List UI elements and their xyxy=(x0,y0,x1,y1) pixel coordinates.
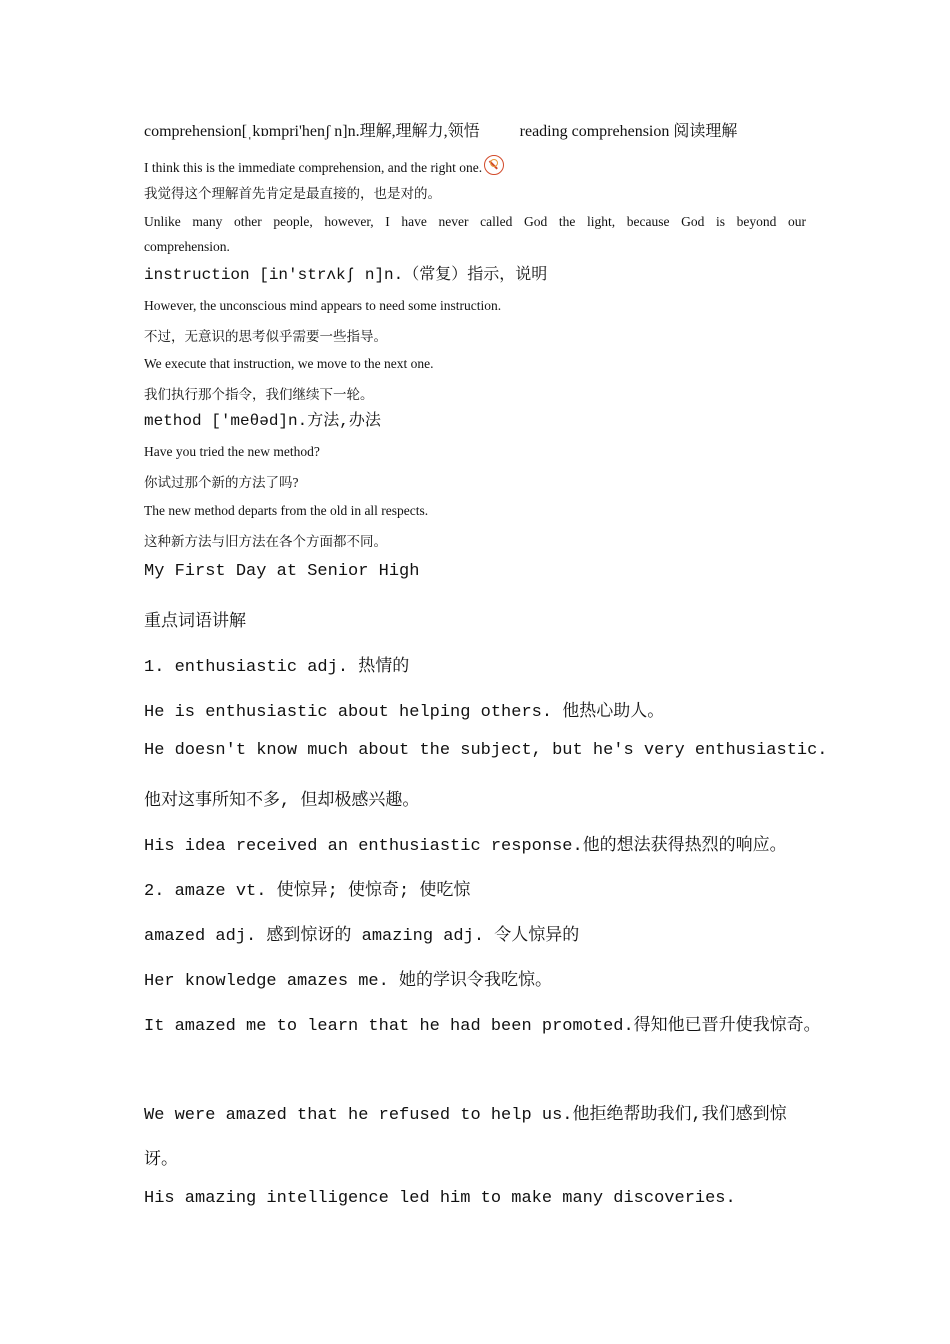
word-1-example-2-zh: 他对这事所知不多, 但却极感兴趣。 xyxy=(144,792,420,811)
word-2-example-3: We were amazed that he refused to help us.他拒绝帮助我们,我们感到惊 xyxy=(144,1106,787,1125)
section-subtitle: 重点词语讲解 xyxy=(144,613,246,632)
word-1-example-3: His idea received an enthusiastic response.他的想法获得热烈的响应。 xyxy=(144,837,787,856)
word-2-example-3-cont: 讶。 xyxy=(144,1151,178,1170)
example-4-zh: 我们执行那个指令，我们继续下一轮。 xyxy=(144,387,374,402)
word-1-example-2: He doesn't know much about the subject, but he's very enthusiastic. xyxy=(144,741,828,760)
example-3-zh: 不过，无意识的思考似乎需要一些指导。 xyxy=(144,329,387,344)
example-6-zh: 这种新方法与旧方法在各个方面都不同。 xyxy=(144,534,387,549)
entry-comprehension-text: comprehension[ˌkɒmpri'henʃ n]n.理解,理解力,领悟 xyxy=(144,123,480,140)
entry-comprehension-extra: reading comprehension 阅读理解 xyxy=(519,123,738,140)
example-1-zh: 我觉得这个理解首先肯定是最直接的，也是对的。 xyxy=(144,186,441,201)
entry-instruction: instruction [in'strʌkʃ n]n.（常复）指示，说明 xyxy=(144,266,548,284)
word-2-example-4: His amazing intelligence led him to make many discoveries. xyxy=(144,1189,736,1208)
example-1-en xyxy=(144,155,504,176)
word-2-forms: amazed adj. 感到惊讶的 amazing adj. 令人惊异的 xyxy=(144,927,580,946)
example-5-zh: 你试过那个新的方法了吗? xyxy=(144,475,299,490)
word-1-example-1: He is enthusiastic about helping others. 他热心助人。 xyxy=(144,703,665,722)
word-2-example-1: Her knowledge amazes me. 她的学识令我吃惊。 xyxy=(144,972,553,991)
example-4-en: We execute that instruction, we move to the next one. xyxy=(144,356,434,371)
stamp-icon xyxy=(484,155,504,175)
example-1-en-text: I think this is the immediate comprehension, and the right one. xyxy=(144,160,483,175)
example-5-en: Have you tried the new method? xyxy=(144,444,320,459)
word-2-example-2: It amazed me to learn that he had been promoted.得知他已晋升使我惊奇。 xyxy=(144,1017,821,1036)
entry-comprehension xyxy=(144,118,737,141)
word-1: 1. enthusiastic adj. 热情的 xyxy=(144,658,410,677)
word-2: 2. amaze vt. 使惊异; 使惊奇; 使吃惊 xyxy=(144,882,471,901)
example-2-en-line1: Unlike many other people, however, I have never called God the light, because God is beyond our xyxy=(144,214,806,229)
section-title: My First Day at Senior High xyxy=(144,562,420,581)
entry-method: method ['meθəd]n.方法,办法 xyxy=(144,412,381,430)
example-3-en: However, the unconscious mind appears to need some instruction. xyxy=(144,298,502,313)
example-6-en: The new method departs from the old in all respects. xyxy=(144,503,429,518)
example-2-en-line2: comprehension. xyxy=(144,239,230,254)
